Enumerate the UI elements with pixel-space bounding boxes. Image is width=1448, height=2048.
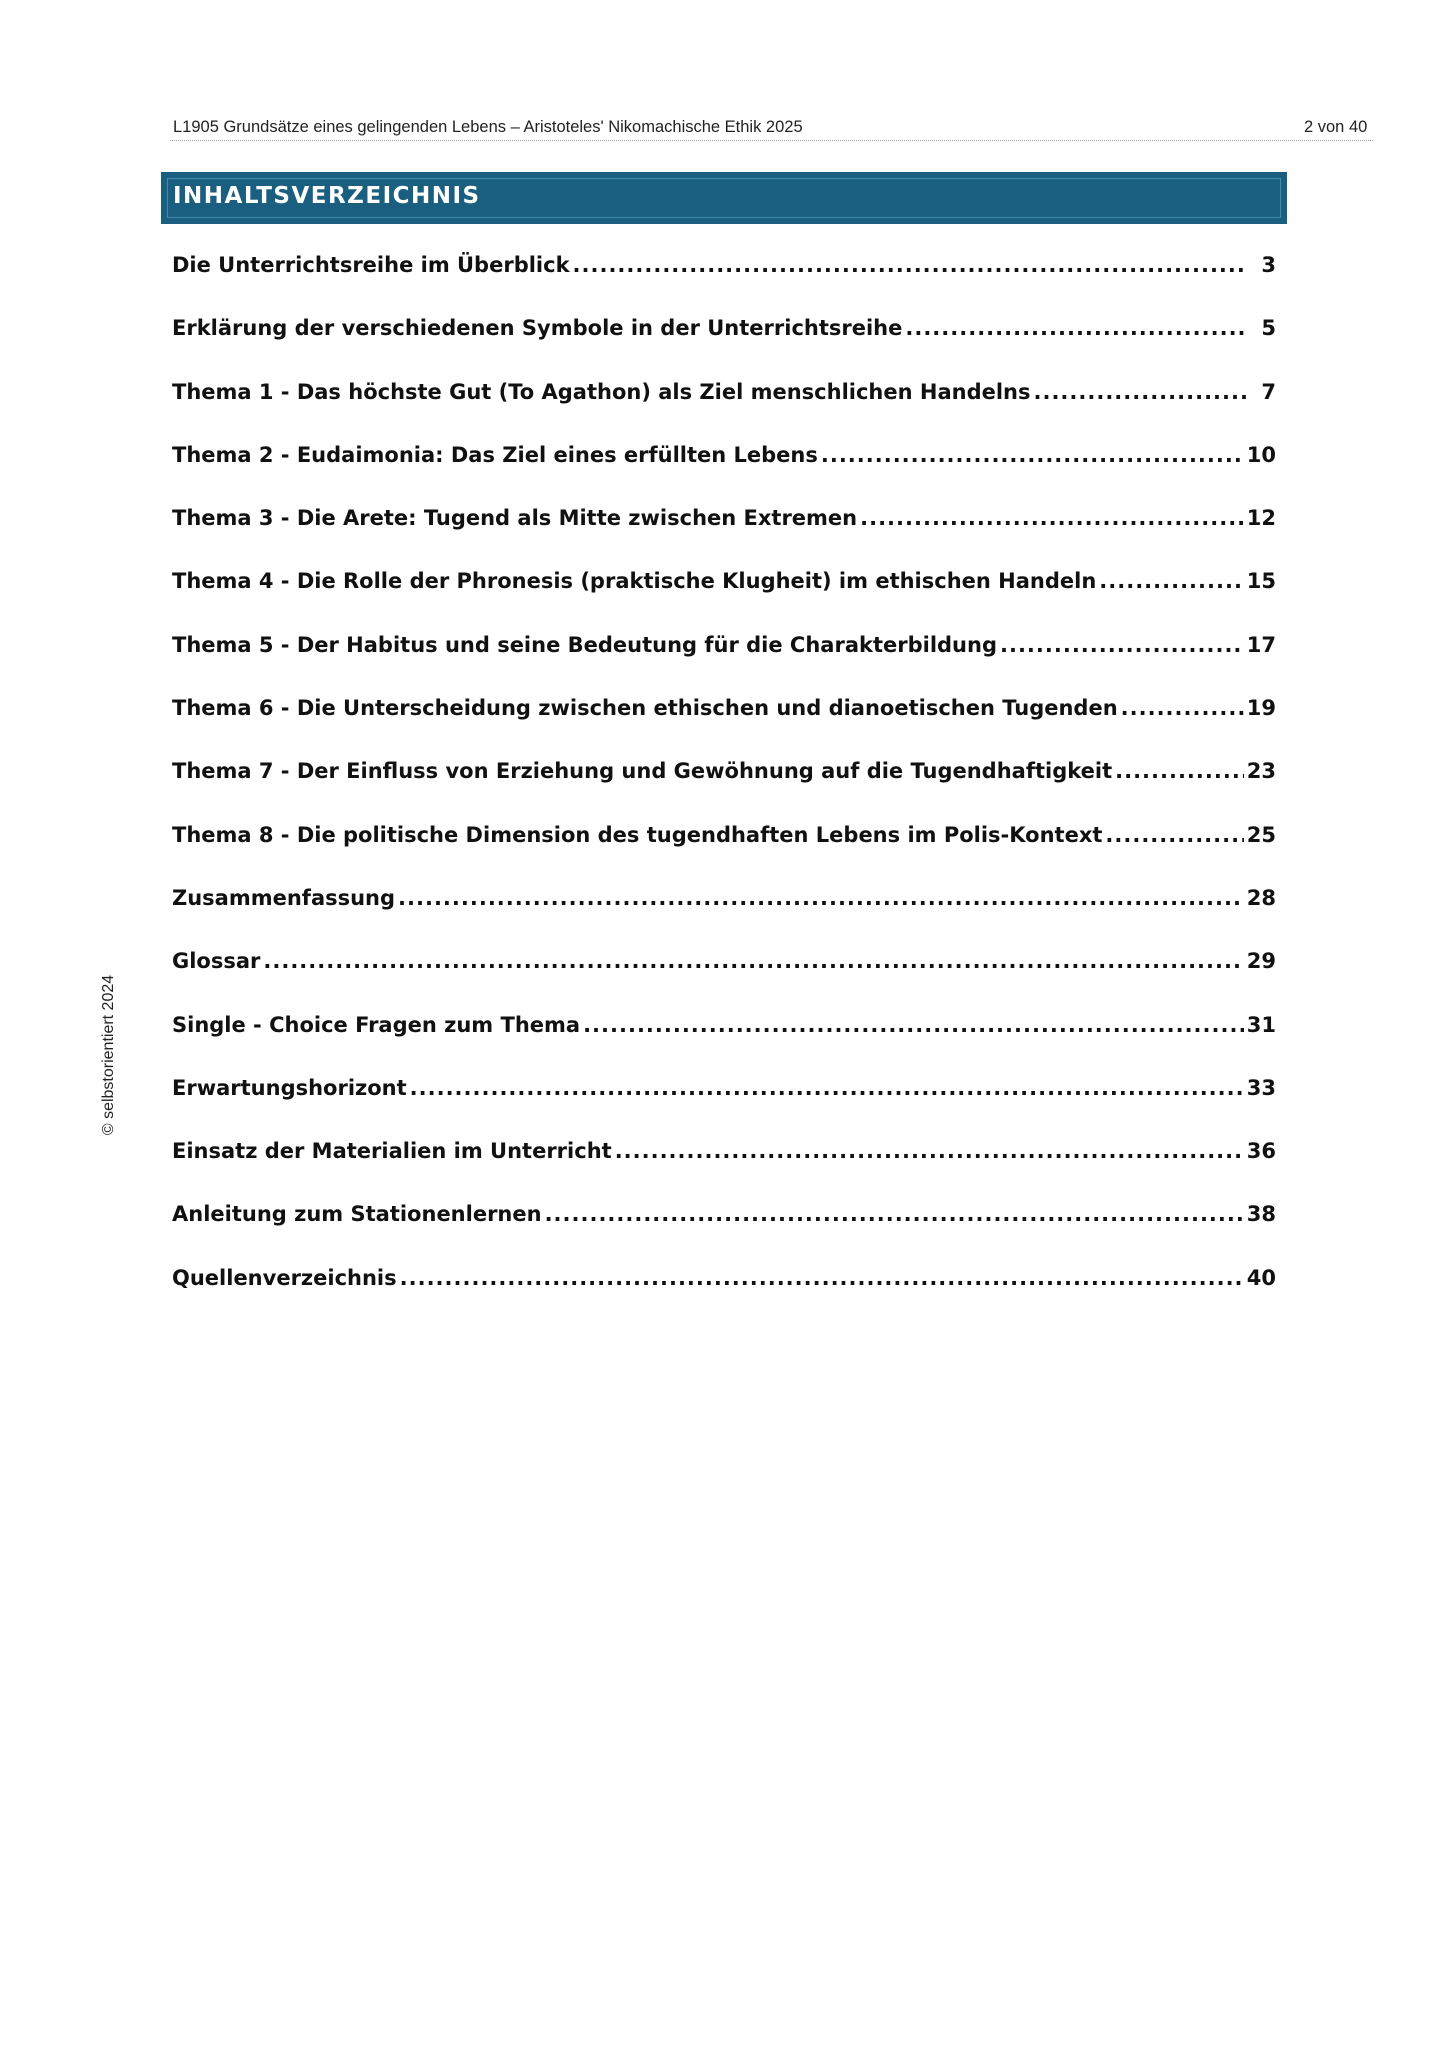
toc-entry-label: Erklärung der verschiedenen Symbole in der Unterrichtsreihe (172, 316, 903, 341)
toc-entry[interactable] (172, 823, 1276, 886)
toc-entry[interactable] (172, 443, 1276, 506)
toc-entry-label: Thema 1 - Das höchste Gut (To Agathon) als Ziel menschlichen Handelns (172, 379, 1031, 404)
toc-dot-leader (583, 1013, 1244, 1037)
toc-entry-page: 10 (1246, 442, 1276, 467)
toc-entry-page: 38 (1246, 1202, 1276, 1227)
toc-entry[interactable] (172, 886, 1276, 949)
toc-entry-label: Thema 6 - Die Unterscheidung zwischen ethischen und dianoetischen Tugenden (172, 696, 1118, 721)
toc-entry[interactable] (172, 506, 1276, 569)
toc-entry-page: 5 (1261, 316, 1276, 341)
toc-dot-leader (821, 443, 1244, 467)
toc-heading-banner (161, 172, 1287, 224)
toc-entry-label: Einsatz der Materialien im Unterricht (172, 1139, 612, 1164)
toc-heading: INHALTSVERZEICHNIS (173, 183, 481, 209)
toc-entry-page: 29 (1246, 949, 1276, 974)
toc-dot-leader (545, 1202, 1244, 1226)
toc-entry-page: 19 (1246, 696, 1276, 721)
toc-dot-leader (905, 316, 1247, 340)
toc-entry[interactable] (172, 253, 1276, 316)
toc-entry[interactable] (172, 380, 1276, 443)
toc-entry-label: Anleitung zum Stationenlernen (172, 1202, 542, 1227)
toc-dot-leader (1115, 759, 1244, 783)
toc-entry-page: 31 (1246, 1012, 1276, 1037)
copyright-notice: © selbstorientiert 2024 (100, 974, 117, 1136)
toc-entry-label: Thema 5 - Der Habitus und seine Bedeutung für die Charakterbildung (172, 632, 997, 657)
toc-entry-label: Thema 8 - Die politische Dimension des tugendhaften Lebens im Polis-Kontext (172, 822, 1103, 847)
toc-dot-leader (263, 949, 1243, 973)
toc-entry-label: Erwartungshorizont (172, 1075, 407, 1100)
toc-entry-page: 25 (1246, 822, 1276, 847)
toc-entry-label: Thema 4 - Die Rolle der Phronesis (praktische Klugheit) im ethischen Handeln (172, 569, 1097, 594)
toc-entry-page: 17 (1246, 632, 1276, 657)
toc-entry[interactable] (172, 949, 1276, 1012)
toc-entry-label: Zusammenfassung (172, 885, 396, 910)
toc-entry[interactable] (172, 1076, 1276, 1139)
toc-entry[interactable] (172, 696, 1276, 759)
toc-entry-page: 15 (1246, 569, 1276, 594)
toc-dot-leader (573, 253, 1247, 277)
toc-dot-leader (1099, 569, 1243, 593)
page-number: 2 von 40 (1304, 118, 1368, 136)
toc-entry-page: 28 (1246, 885, 1276, 910)
page-header (170, 114, 1373, 141)
toc-entry[interactable] (172, 1139, 1276, 1202)
toc-entry[interactable] (172, 1013, 1276, 1076)
toc-dot-leader (398, 886, 1244, 910)
toc-dot-leader (860, 506, 1244, 530)
toc-entry[interactable] (172, 569, 1276, 632)
toc-entry-page: 23 (1246, 759, 1276, 784)
toc-dot-leader (615, 1139, 1244, 1163)
toc-dot-leader (410, 1076, 1244, 1100)
toc-entry-label: Thema 7 - Der Einfluss von Erziehung und Gewöhnung auf die Tugendhaftigkeit (172, 759, 1113, 784)
toc-entry-page: 7 (1261, 379, 1276, 404)
document-title: L1905 Grundsätze eines gelingenden Lebens – Aristoteles' Nikomachische Ethik 2025 (173, 118, 803, 136)
toc-dot-leader (1121, 696, 1244, 720)
toc-entry-page: 12 (1246, 506, 1276, 531)
toc-entry[interactable] (172, 316, 1276, 379)
toc-entry-page: 33 (1246, 1075, 1276, 1100)
toc-entry-label: Glossar (172, 949, 261, 974)
toc-entry-page: 36 (1246, 1139, 1276, 1164)
toc-dot-leader (1000, 633, 1244, 657)
toc-dot-leader (1034, 380, 1248, 404)
toc-dot-leader (1105, 823, 1243, 847)
toc-entry-page: 3 (1261, 253, 1276, 277)
toc-entry[interactable] (172, 759, 1276, 822)
toc-entry-label: Die Unterrichtsreihe im Überblick (172, 253, 570, 277)
toc-entry[interactable] (172, 1266, 1276, 1329)
toc-entry[interactable] (172, 1202, 1276, 1265)
toc-entry-page: 40 (1246, 1265, 1276, 1290)
toc-entry[interactable] (172, 633, 1276, 696)
toc-entry-label: Quellenverzeichnis (172, 1265, 397, 1290)
toc-dot-leader (400, 1266, 1244, 1290)
toc-entry-label: Single - Choice Fragen zum Thema (172, 1012, 581, 1037)
table-of-contents (172, 253, 1276, 1329)
toc-entry-label: Thema 2 - Eudaimonia: Das Ziel eines erfüllten Lebens (172, 442, 818, 467)
toc-entry-label: Thema 3 - Die Arete: Tugend als Mitte zwischen Extremen (172, 506, 858, 531)
